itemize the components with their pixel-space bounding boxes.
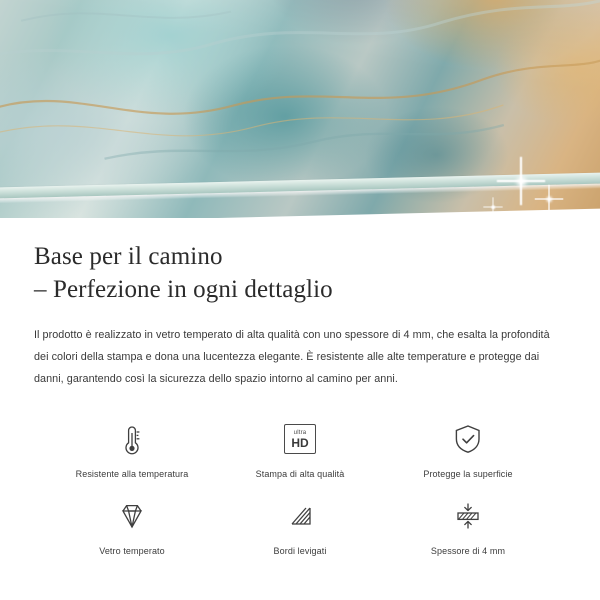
ultra-hd-top-label: ultra [293,429,307,436]
diamond-icon [109,493,155,539]
shield-check-icon [445,416,491,462]
feature-label: Vetro temperato [99,546,165,557]
feature-label: Stampa di alta qualità [255,469,345,480]
feature-item [384,416,552,479]
feature-label: Bordi levigati [273,546,327,557]
marble-veins [0,0,600,218]
marble-glass-artwork [0,0,600,218]
thickness-arrows-icon [445,493,491,539]
content-area [0,240,600,556]
hero-image [0,0,600,218]
polished-edges-icon [277,493,323,539]
feature-item [384,493,552,556]
feature-grid [34,416,566,556]
thermometer-icon [109,416,155,462]
ultra-hd-bottom-label: HD [291,435,309,450]
feature-item [216,416,384,479]
feature-label: Spessore di 4 mm [430,546,506,557]
feature-item [48,416,216,479]
feature-label: Resistente alla temperatura [75,469,189,480]
headline-line-2: – Perfezione in ogni dettaglio [34,276,333,303]
feature-item [48,493,216,556]
ultra-hd-icon [277,416,323,462]
headline-line-1: Base per il camino [34,243,223,270]
feature-label: Protegge la superficie [423,469,513,480]
page-title [34,240,566,306]
description-paragraph: Il prodotto è realizzato in vetro temperato di alta qualità con uno spessore di 4 mm, che esalta la profondità dei colori della stampa e dona una lucentezza elegante. È resistente alle alte temperature e protegge dai danni, garantendo così la sicurezza dello spazio intorno al camino per anni. [34,329,550,386]
feature-item [216,493,384,556]
